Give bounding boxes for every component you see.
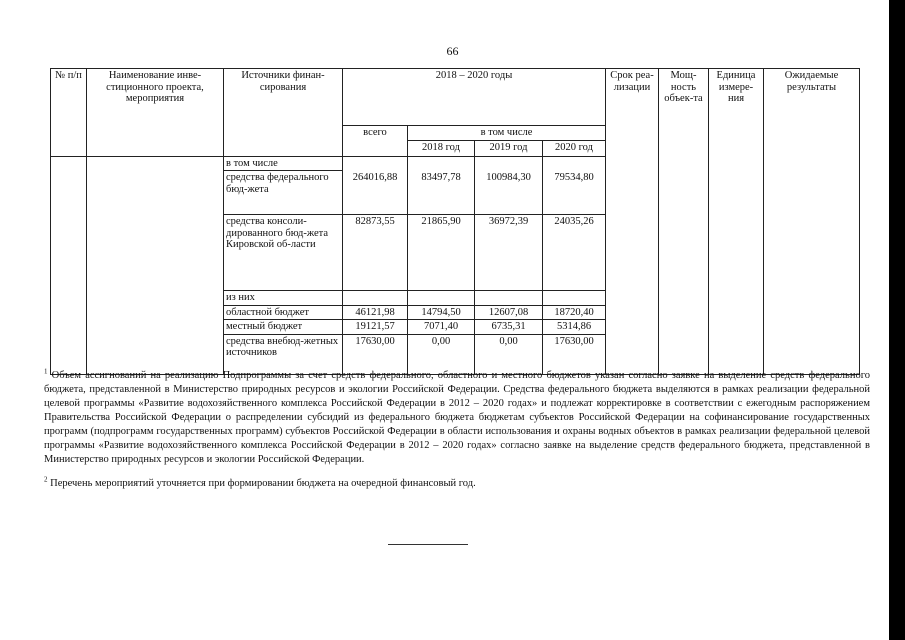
- cell-name-empty: [87, 156, 224, 374]
- cell-2020: 24035,26: [543, 215, 606, 291]
- footnotes: [44, 369, 870, 491]
- header-including: в том числе: [408, 126, 606, 141]
- cell-2018: 0,00: [408, 334, 475, 374]
- cell-2020: 79534,80: [543, 171, 606, 215]
- cell-total: [343, 291, 408, 306]
- bottom-divider: [388, 544, 468, 545]
- footnote-2-text: Перечень мероприятий уточняется при формировании бюджета на очередной финансовый год.: [50, 478, 476, 489]
- cell-total: 264016,88: [343, 171, 408, 215]
- cell-2019: 12607,08: [475, 305, 543, 320]
- cell-total: 19121,57: [343, 320, 408, 335]
- header-term: Срок реа-лизации: [606, 69, 659, 375]
- page-edge-shadow: [889, 0, 905, 640]
- cell-2019: [475, 291, 543, 306]
- cell-2020: 5314,86: [543, 320, 606, 335]
- cell-2018: [408, 291, 475, 306]
- page-number: 66: [446, 44, 459, 58]
- header-2020: 2020 год: [543, 140, 606, 156]
- cell-source: в том числе: [224, 156, 343, 171]
- cell-total: 82873,55: [343, 215, 408, 291]
- cell-2018: [408, 156, 475, 171]
- budget-table: [50, 68, 860, 375]
- cell-2019: 0,00: [475, 334, 543, 374]
- header-results: Ожидаемые результаты: [764, 69, 860, 375]
- cell-source: областной бюджет: [224, 305, 343, 320]
- cell-source: средства федерального бюд-жета: [224, 171, 343, 215]
- cell-2019: 36972,39: [475, 215, 543, 291]
- header-capacity: Мощ-ность объек-та: [659, 69, 709, 375]
- cell-source: местный бюджет: [224, 320, 343, 335]
- header-total: всего: [343, 126, 408, 157]
- cell-total: [343, 156, 408, 171]
- cell-num-empty: [51, 156, 87, 374]
- cell-source: средства внебюд-жетных источников: [224, 334, 343, 374]
- footnote-2-mark: 2: [44, 475, 48, 484]
- cell-2018: 83497,78: [408, 171, 475, 215]
- cell-2020: 18720,40: [543, 305, 606, 320]
- cell-source: из них: [224, 291, 343, 306]
- cell-2020: [543, 156, 606, 171]
- cell-2018: 21865,90: [408, 215, 475, 291]
- header-2019: 2019 год: [475, 140, 543, 156]
- header-2018: 2018 год: [408, 140, 475, 156]
- cell-source: средства консоли-дированного бюд-жета Кировской об-ласти: [224, 215, 343, 291]
- cell-2019: 100984,30: [475, 171, 543, 215]
- cell-2019: 6735,31: [475, 320, 543, 335]
- cell-total: 17630,00: [343, 334, 408, 374]
- cell-2019: [475, 156, 543, 171]
- cell-2020: [543, 291, 606, 306]
- header-num: № п/п: [51, 69, 87, 157]
- footnote-1: [44, 369, 870, 467]
- footnote-2: [44, 477, 870, 491]
- header-period: 2018 – 2020 годы: [343, 69, 606, 126]
- cell-2018: 14794,50: [408, 305, 475, 320]
- cell-2020: 17630,00: [543, 334, 606, 374]
- header-source: Источники финан-сирования: [224, 69, 343, 157]
- footnote-1-text: Объем ассигнований на реализацию Подпрограммы за счет средств федерального, областного и местного бюджетов указан согласно заявке на выделение средств федерального бюджета, представленной в Министерство природных ресурсов и экологии Российской Федерации. Средства федерального бюджета выделяются в рамках реализации федеральной целевой программы «Развитие водохозяйственного комплекса Российской Федерации в 2012 – 2020 годах» и подлежат корректировке в соответствии с ежегодным распоряжением Правительства Российской Федерации о распределении субсидий из федерального бюджета бюджетам субъектов Российской Федерации на софинансирование государственных программ (подпрограмм государственных программ) субъектов Российской Федерации в области использования и охраны водных объектов в рамках реализации федеральной целевой программы «Развитие водохозяйственного комплекса Российской Федерации в 2012 – 2020 годах» согласно заявке на выделение средств федерального бюджета, представленной в Министерство природных ресурсов и экологии Российской Федерации.: [44, 370, 870, 465]
- header-name: Наименование инве-стиционного проекта, мероприятия: [87, 69, 224, 157]
- cell-total: 46121,98: [343, 305, 408, 320]
- cell-2018: 7071,40: [408, 320, 475, 335]
- header-unit: Единица измере-ния: [709, 69, 764, 375]
- footnote-1-mark: 1: [44, 367, 48, 376]
